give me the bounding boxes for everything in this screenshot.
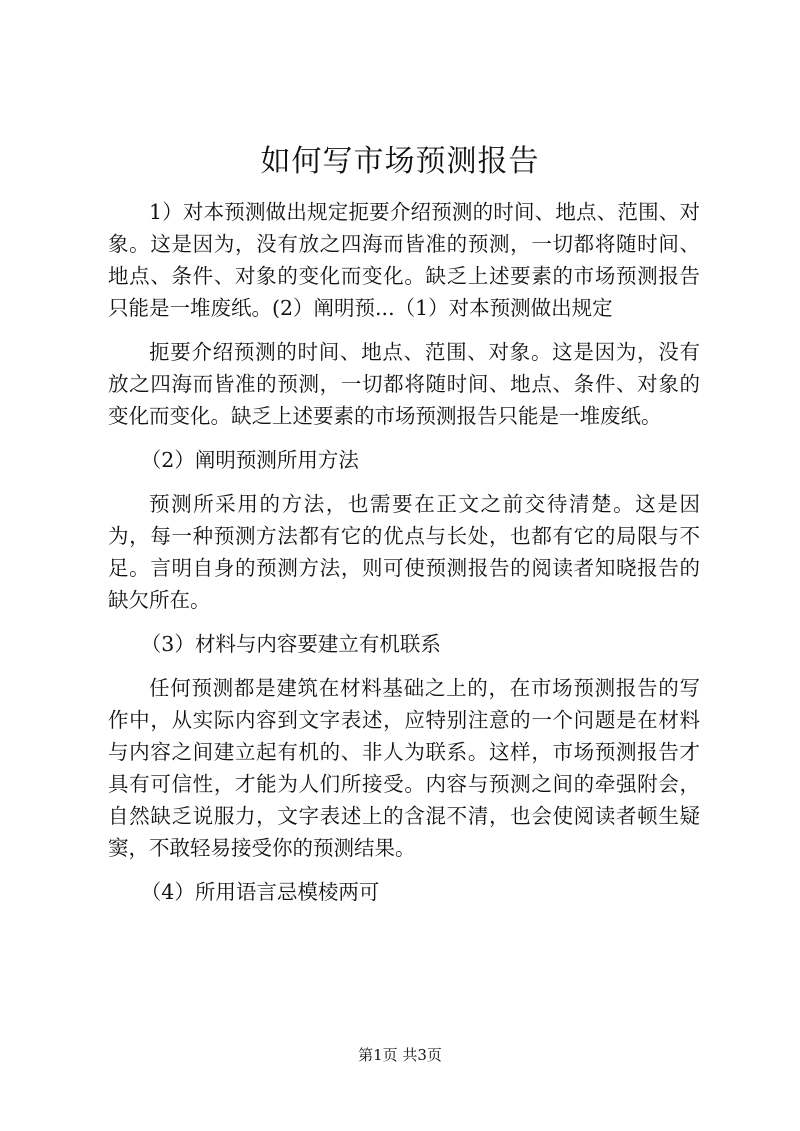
page-number-footer: 第1页 共3页: [358, 1046, 442, 1064]
paragraph-methods: 预测所采用的方法，也需要在正文之前交待清楚。这是因为，每一种预测方法都有它的优点与长处，也都有它的局限与不足。言明自身的预测方法，则可使预测报告的阅读者知晓报告的缺欠所在。: [108, 492, 700, 612]
document-body: [108, 196, 700, 908]
section-heading-methods: （2）阐明预测所用方法: [140, 448, 359, 472]
paragraph-intro-summary: 1）对本预测做出规定扼要介绍预测的时间、地点、范围、对象。这是因为，没有放之四海而皆准的预测，一切都将随时间、地点、条件、对象的变化而变化。缺乏上述要素的市场预测报告只能是一堆废纸。(2）阐明预...（1）对本预测做出规定: [108, 200, 700, 320]
page-title: 如何写市场预测报告: [260, 144, 540, 179]
section-heading-language: （4）所用语言忌模棱两可: [140, 880, 380, 904]
paragraph-materials: 任何预测都是建筑在材料基础之上的，在市场预测报告的写作中，从实际内容到文字表述，应特别注意的一个问题是在材料与内容之间建立起有机的、非人为联系。这样，市场预测报告才具有可信性，才能为人们所接受。内容与预测之间的牵强附会，自然缺乏说服力，文字表述上的含混不清，也会使阅读者顿生疑窦，不敢轻易接受你的预测结果。: [108, 676, 700, 860]
paragraph-scope: 扼要介绍预测的时间、地点、范围、对象。这是因为，没有放之四海而皆准的预测，一切都将随时间、地点、条件、对象的变化而变化。缺乏上述要素的市场预测报告只能是一堆废纸。: [108, 340, 700, 428]
section-heading-materials: （3）材料与内容要建立有机联系: [140, 632, 441, 656]
